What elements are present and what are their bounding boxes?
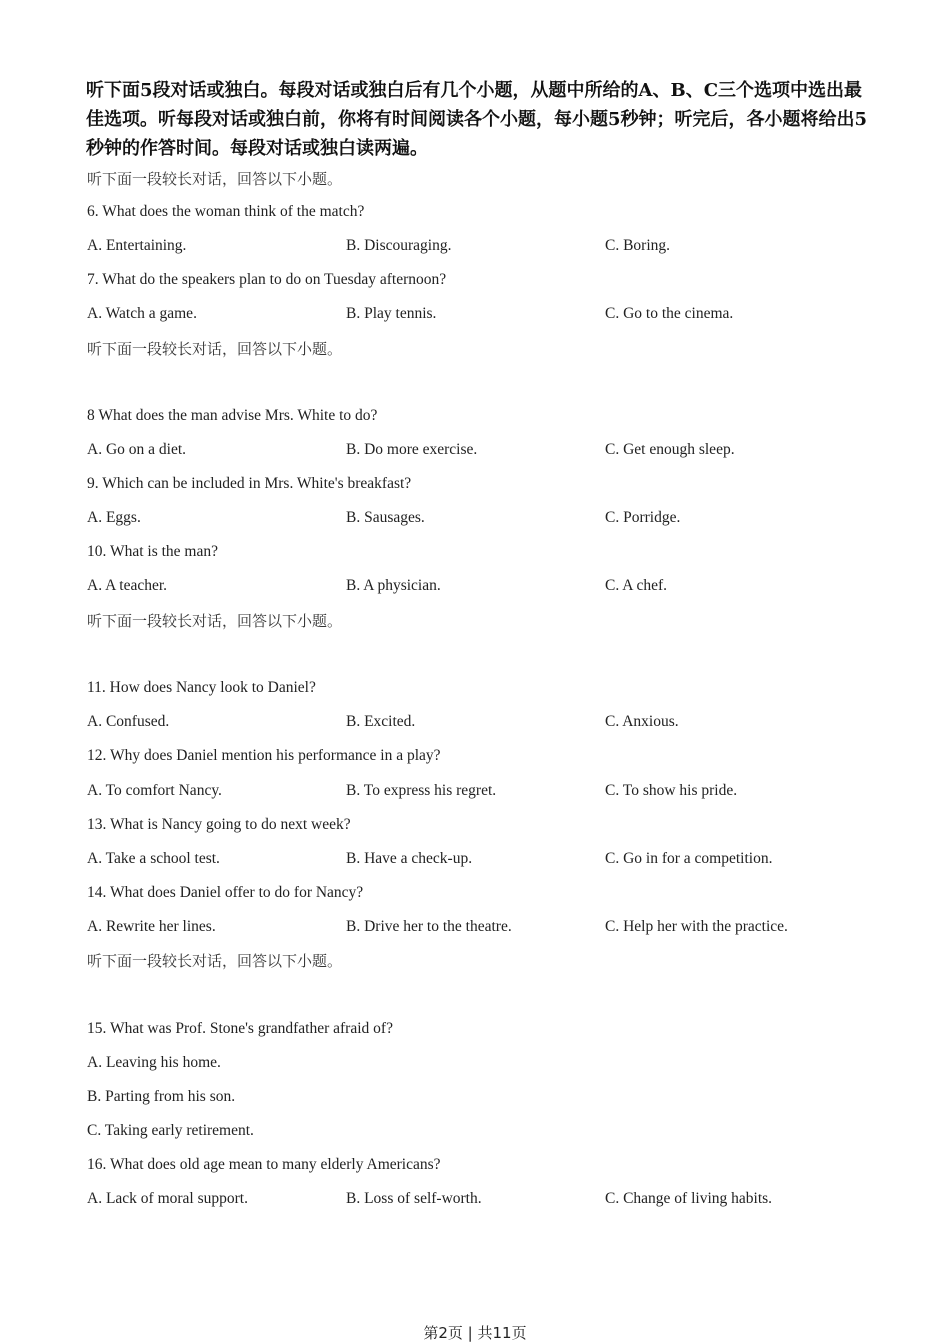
- option-a: A. Go on a diet.: [87, 441, 187, 458]
- option-c: C. Help her with the practice.: [605, 918, 788, 935]
- option-c: C. Porridge.: [605, 509, 681, 526]
- option-c: C. Anxious.: [605, 713, 679, 730]
- listening-instructions: 听下面5段对话或独白。每段对话或独白后有几个小题，从题中所给的A、B、C三个选项中选出最佳选项。听每段对话或独白前，你将有时间阅读各个小题，每小题5秒钟；听完后，各小题将给出5秒钟的作答时间。每段对话或独白读两遍。: [86, 80, 868, 159]
- question-stem: 10. What is the man?: [87, 543, 219, 560]
- option-c: C. A chef.: [605, 577, 667, 594]
- question-stem: 16. What does old age mean to many elderly Americans?: [87, 1156, 441, 1173]
- option-a: A. A teacher.: [87, 577, 168, 594]
- option-c: C. Taking early retirement.: [87, 1122, 254, 1139]
- option-c: C. Go to the cinema.: [605, 305, 734, 322]
- option-a: A. Confused.: [87, 713, 170, 730]
- option-b: B. Have a check-up.: [346, 850, 473, 867]
- option-a: A. Watch a game.: [87, 305, 197, 322]
- question-stem: 13. What is Nancy going to do next week?: [87, 816, 351, 833]
- question-stem: 15. What was Prof. Stone's grandfather afraid of?: [87, 1020, 393, 1037]
- option-c: C. Change of living habits.: [605, 1190, 773, 1207]
- section-intro: 听下面一段较长对话，回答以下小题。: [87, 170, 343, 188]
- option-a: A. Rewrite her lines.: [87, 918, 216, 935]
- option-a: A. To comfort Nancy.: [87, 782, 222, 799]
- option-a: A. Eggs.: [87, 509, 141, 526]
- option-c: C. Boring.: [605, 237, 671, 254]
- question-stem: 14. What does Daniel offer to do for Nancy?: [87, 884, 364, 901]
- option-b: B. Drive her to the theatre.: [346, 918, 512, 935]
- section-intro: 听下面一段较长对话，回答以下小题。: [87, 612, 343, 630]
- section-intro: 听下面一段较长对话，回答以下小题。: [87, 952, 343, 970]
- question-stem: 6. What does the woman think of the match?: [87, 203, 365, 220]
- option-c: C. Get enough sleep.: [605, 441, 735, 458]
- option-b: B. Loss of self-worth.: [346, 1190, 482, 1207]
- option-b: B. Play tennis.: [346, 305, 437, 322]
- option-c: C. Go in for a competition.: [605, 850, 773, 867]
- question-stem: 7. What do the speakers plan to do on Tuesday afternoon?: [87, 271, 447, 288]
- page-footer: 第2页 | 共11页: [423, 1324, 527, 1342]
- option-b: B. To express his regret.: [346, 782, 497, 799]
- option-c: C. To show his pride.: [605, 782, 738, 799]
- question-stem: 11. How does Nancy look to Daniel?: [87, 679, 316, 696]
- option-a: A. Leaving his home.: [87, 1054, 221, 1071]
- option-a: A. Lack of moral support.: [87, 1190, 248, 1207]
- question-stem: 9. Which can be included in Mrs. White's breakfast?: [87, 475, 412, 492]
- option-b: B. Parting from his son.: [87, 1088, 236, 1105]
- option-b: B. Sausages.: [346, 509, 425, 526]
- option-a: A. Take a school test.: [87, 850, 220, 867]
- question-stem: 12. Why does Daniel mention his performance in a play?: [87, 747, 441, 764]
- section-intro: 听下面一段较长对话，回答以下小题。: [87, 340, 343, 358]
- option-b: B. Do more exercise.: [346, 441, 478, 458]
- option-b: B. A physician.: [346, 577, 441, 594]
- option-a: A. Entertaining.: [87, 237, 187, 254]
- option-b: B. Excited.: [346, 713, 416, 730]
- option-b: B. Discouraging.: [346, 237, 452, 254]
- question-stem: 8 What does the man advise Mrs. White to do?: [87, 407, 378, 424]
